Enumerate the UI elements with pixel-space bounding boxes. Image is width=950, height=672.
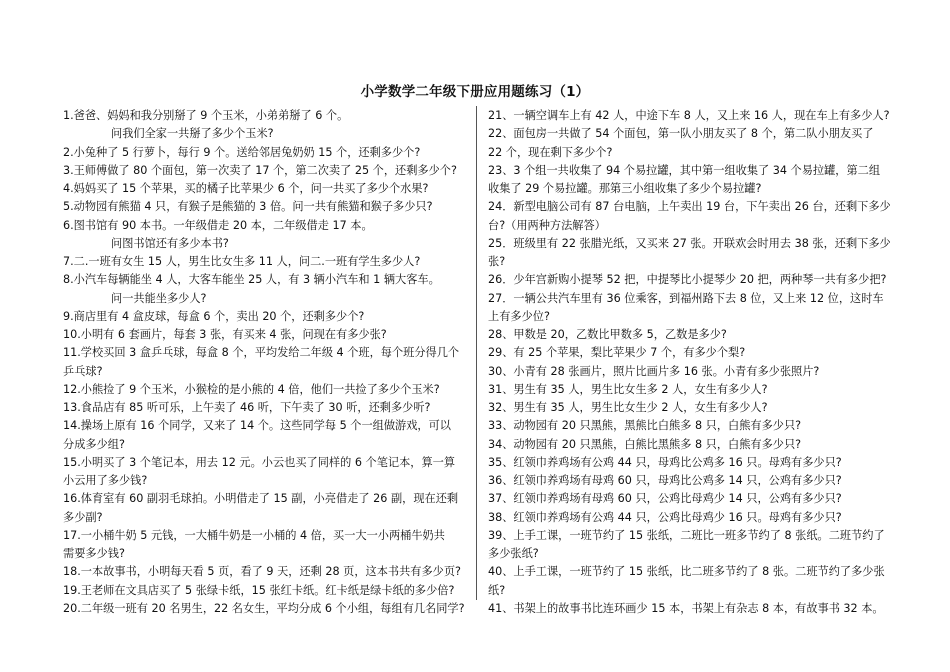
problem-item bbox=[63, 326, 474, 344]
problem-item bbox=[488, 399, 898, 417]
problem-text: 36、红领巾养鸡场有母鸡 60 只，母鸡比公鸡多 14 只，公鸡有多少只? bbox=[488, 474, 842, 487]
problem-text: 29、有 25 个苹果，梨比苹果少 7 个，有多少个梨? bbox=[488, 346, 746, 360]
problem-text: 1.爸爸、妈妈和我分别掰了 9 个玉米，小弟弟掰了 6 个。 bbox=[63, 109, 349, 122]
problem-item bbox=[488, 235, 898, 272]
problem-text: 23、3 个组一共收集了 94 个易拉罐，其中第一组收集了 34 个易拉罐，第二组 bbox=[488, 163, 881, 177]
problem-text: 9.商店里有 4 盒皮球，每盒 6 个，卖出 20 个，还剩多少个? bbox=[63, 309, 365, 323]
problem-item bbox=[488, 363, 898, 381]
problem-text: 3.王师傅做了 80 个面包，第一次卖了 17 个，第二次卖了 25 个，还剩多少个? bbox=[63, 163, 457, 177]
problem-item bbox=[63, 454, 474, 491]
problem-item bbox=[63, 198, 474, 216]
problem-item bbox=[63, 344, 474, 381]
problem-item bbox=[488, 107, 898, 125]
problem-item bbox=[488, 271, 898, 289]
problem-text-continued: 纸? bbox=[488, 583, 506, 597]
problem-text: 41、书架上的故事书比连环画少 15 本，书架上有杂志 8 本，有故事书 32 本。 bbox=[488, 601, 884, 615]
problem-text: 30、小青有 28 张画片，照片比画片多 16 张。小青有多少张照片? bbox=[488, 364, 820, 378]
problem-text-continued: 台?（用两种方法解答） bbox=[488, 218, 606, 232]
problem-text: 37、红领巾养鸡场有母鸡 60 只，公鸡比母鸡少 14 只，公鸡有多少只? bbox=[488, 492, 842, 506]
problem-text: 13.食品店有 85 听可乐，上午卖了 46 听，下午卖了 30 听，还剩多少听? bbox=[63, 401, 431, 414]
problem-text: 27．一辆公共汽车里有 36 位乘客，到福州路下去 8 位，又上来 12 位，这时车 bbox=[488, 291, 884, 305]
problem-text-continued: 乒乓球? bbox=[63, 364, 103, 378]
problem-text-continued: 多少副? bbox=[63, 510, 103, 524]
problem-text-continued: 张? bbox=[488, 255, 506, 268]
problem-text: 38、红领巾养鸡场有公鸡 44 只，公鸡比母鸡少 16 只。母鸡有多少只? bbox=[488, 510, 842, 524]
problem-item bbox=[63, 217, 474, 254]
problem-text-continued: 分成多少组? bbox=[63, 437, 125, 451]
problem-text-continued: 上有多少位? bbox=[488, 309, 550, 323]
problem-item bbox=[488, 162, 898, 199]
problem-item bbox=[488, 527, 898, 564]
problem-text-continued: 小云用了多少钱? bbox=[63, 474, 148, 487]
problem-item bbox=[63, 144, 474, 162]
problem-text: 20.二年级一班有 20 名男生，22 名女生，平均分成 6 个小组，每组有几名同学? bbox=[63, 601, 465, 615]
problem-item bbox=[488, 563, 898, 600]
problem-item bbox=[488, 454, 898, 472]
problem-text: 26．少年宫新购小提琴 52 把，中提琴比小提琴少 20 把，两种琴一共有多少把? bbox=[488, 273, 887, 287]
problem-item bbox=[63, 381, 474, 399]
problem-text: 33、动物园有 20 只黑熊，黑熊比白熊多 8 只，白熊有多少只? bbox=[488, 419, 802, 433]
problem-item bbox=[488, 436, 898, 454]
problem-text: 25．班级里有 22 张腊光纸，又买来 27 张。开联欢会时用去 38 张，还剩下多少 bbox=[488, 236, 891, 250]
problem-text: 21、一辆空调车上有 42 人，中途下车 8 人，又上来 16 人，现在车上有多少人? bbox=[488, 109, 890, 122]
problem-item bbox=[63, 490, 474, 527]
problem-text: 18.一本故事书，小明每天看 5 页，看了 9 天，还剩 28 页，这本书共有多少页? bbox=[63, 565, 461, 579]
column-divider bbox=[476, 106, 477, 600]
problem-text: 28、甲数是 20，乙数比甲数多 5，乙数是多少? bbox=[488, 328, 727, 341]
problem-item bbox=[63, 600, 474, 618]
problem-item bbox=[63, 563, 474, 581]
problem-text: 4.妈妈买了 15 个苹果，买的橘子比苹果少 6 个，问一共买了多少个水果? bbox=[63, 182, 429, 195]
problem-item bbox=[488, 125, 898, 162]
problem-item bbox=[488, 344, 898, 362]
problem-text: 14.操场上原有 16 个同学，又来了 14 个。这些同学每 5 个一组做游戏，可以 bbox=[63, 419, 451, 433]
problem-item bbox=[488, 509, 898, 527]
problem-item bbox=[63, 308, 474, 326]
problem-item bbox=[488, 472, 898, 490]
problem-item bbox=[63, 399, 474, 417]
problem-text: 2.小兔种了 5 行萝卜，每行 9 个。送给邻居兔奶奶 15 个，还剩多少个? bbox=[63, 145, 421, 159]
problem-text-continued: 22 个，现在剩下多少个? bbox=[488, 145, 613, 159]
problem-item bbox=[63, 253, 474, 271]
problem-item bbox=[488, 600, 898, 618]
problem-item bbox=[63, 527, 474, 564]
problem-item bbox=[63, 582, 474, 600]
problem-text-continued: 收集了 29 个易拉罐。那第三小组收集了多少个易拉罐? bbox=[488, 182, 762, 195]
page-title: 小学数学二年级下册应用题练习（1） bbox=[360, 84, 590, 100]
problem-text: 12.小熊捡了 9 个玉米，小猴检的是小熊的 4 倍，他们一共捡了多少个玉米? bbox=[63, 382, 440, 396]
problem-text: 16.体育室有 60 副羽毛球拍。小明借走了 15 副，小亮借走了 26 副，现在还剩 bbox=[63, 492, 459, 506]
problem-text: 10.小明有 6 套画片，每套 3 张，有买来 4 张，问现在有多少张? bbox=[63, 328, 387, 341]
left-column bbox=[63, 107, 474, 618]
problem-text: 11.学校买回 3 盒乒乓球，每盒 8 个，平均发给二年级 4 个班，每个班分得几个 bbox=[63, 346, 460, 360]
problem-text: 32、男生有 35 人，男生比女生少 2 人，女生有多少人? bbox=[488, 401, 768, 414]
problem-item bbox=[488, 381, 898, 399]
problem-item bbox=[488, 417, 898, 435]
problem-text: 22、面包房一共做了 54 个面包，第一队小朋友买了 8 个，第二队小朋友买了 bbox=[488, 127, 874, 141]
right-column bbox=[488, 107, 898, 618]
problem-text-continued: 问一共能坐多少人? bbox=[111, 291, 207, 305]
problem-text: 31、男生有 35 人，男生比女生多 2 人，女生有多少人? bbox=[488, 382, 768, 396]
problem-text: 35、红领巾养鸡场有公鸡 44 只，母鸡比公鸡多 16 只。母鸡有多少只? bbox=[488, 455, 842, 469]
problem-text: 24．新型电脑公司有 87 台电脑，上午卖出 19 台，下午卖出 26 台，还剩下多少 bbox=[488, 200, 891, 214]
problem-item bbox=[488, 290, 898, 327]
problem-text: 8.小汽车每辆能坐 4 人，大客车能坐 25 人，有 3 辆小汽车和 1 辆大客车。 bbox=[63, 273, 440, 287]
problem-item bbox=[488, 326, 898, 344]
problem-text: 5.动物园有熊猫 4 只，有猴子是熊猫的 3 倍。问一共有熊猫和猴子多少只? bbox=[63, 200, 433, 214]
problem-text: 6.图书馆有 90 本书。一年级借走 20 本，二年级借走 17 本。 bbox=[63, 218, 373, 232]
problem-item bbox=[63, 107, 474, 144]
problem-text-continued: 多少张纸? bbox=[488, 547, 539, 560]
problem-item bbox=[488, 198, 898, 235]
problem-text: 17.一小桶牛奶 5 元钱，一大桶牛奶是一小桶的 4 倍，买一大一小两桶牛奶共 bbox=[63, 528, 445, 542]
problem-text: 15.小明买了 3 个笔记本，用去 12 元。小云也买了同样的 6 个笔记本，算一算 bbox=[63, 455, 456, 469]
problem-text: 34、动物园有 20 只黑熊，白熊比黑熊多 8 只，白熊有多少只? bbox=[488, 437, 802, 451]
problem-text: 7.二.一班有女生 15 人，男生比女生多 11 人，问二.一班有学生多少人? bbox=[63, 255, 421, 268]
problem-item bbox=[63, 271, 474, 308]
problem-text-continued: 需要多少钱? bbox=[63, 547, 125, 560]
problem-item bbox=[63, 162, 474, 180]
problem-text: 40、上手工课，一班节约了 15 张纸，比二班多节约了 8 张。二班节约了多少张 bbox=[488, 565, 885, 579]
problem-text: 19.王老师在文具店买了 5 张绿卡纸，15 张红卡纸。红卡纸是绿卡纸的多少倍? bbox=[63, 583, 455, 597]
problem-item bbox=[488, 490, 898, 508]
problem-text-continued: 问图书馆还有多少本书? bbox=[111, 236, 229, 250]
problem-text: 39、上手工课，一班节约了 15 张纸，二班比一班多节约了 8 张纸。二班节约了 bbox=[488, 528, 885, 542]
problem-item bbox=[63, 180, 474, 198]
problem-item bbox=[63, 417, 474, 454]
problem-text-continued: 问我们全家一共掰了多少个玉米? bbox=[111, 127, 274, 141]
